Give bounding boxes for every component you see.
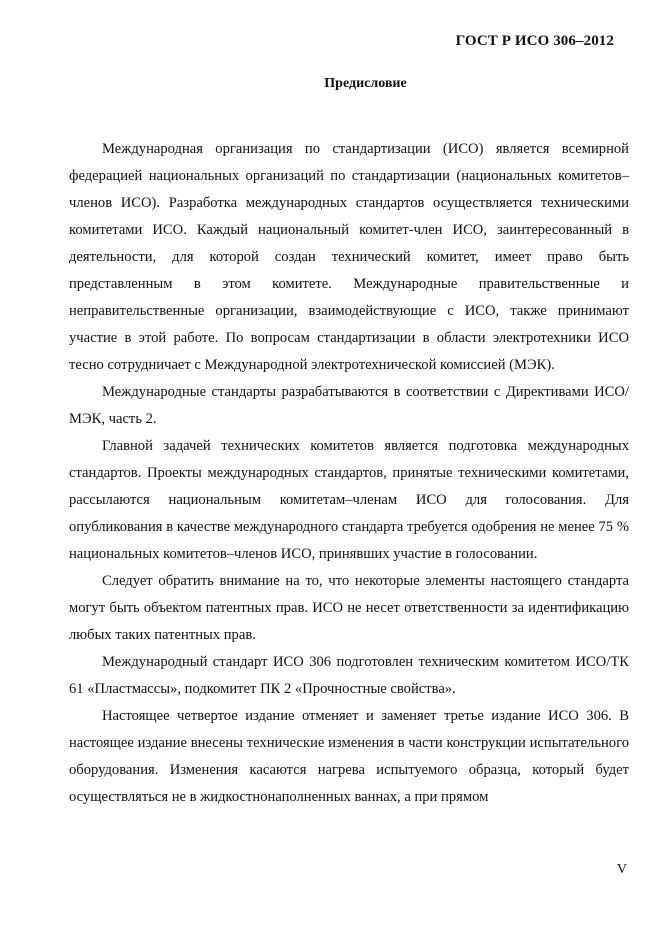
paragraph-prepared-by: Международный стандарт ИСО 306 подготовлен техническим комитетом ИСО/ТК 61 «Пластмассы», подкомитет ПК 2 «Прочностные свойства». [69,654,629,697]
paragraph-committees-task: Главной задачей технических комитетов является подготовка международных стандартов. Проекты международных стандартов, принятые техническими комитетами, рассылаются национальным комитетам–членам ИСО для голосования. Для опубликования в качестве международного стандарта требуется одобрения не менее 75 % национальных комитетов–членов ИСО, принявших участие в голосовании. [69,438,629,562]
paragraph-directives: Международные стандарты разрабатываются в соответствии с Директивами ИСО/МЭК, часть 2. [69,384,629,427]
paragraph-fourth-edition: Настоящее четвертое издание отменяет и заменяет третье издание ИСО 306. В настоящее издание внесены технические изменения в части конструкции испытательного оборудования. Изменения касаются нагрева испытуемого образца, который будет осуществляться не в жидкостнонаполненных ваннах, а при прямом [69,708,629,805]
paragraph-iso-organization: Международная организация по стандартизации (ИСО) является всемирной федерацией национальных организаций по стандартизации (национальных комитетов–членов ИСО). Разработка международных стандартов осуществляется техническими комитетами ИСО. Каждый национальный комитет-член ИСО, заинтересованный в деятельности, для которой создан технический комитет, имеет право быть представленным в этом комитете. Международные правительственные и неправительственные организации, взаимодействующие с ИСО, также принимают участие в этой работе. По вопросам стандартизации в области электротехники ИСО тесно сотрудничает с Международной электротехнической комиссией (МЭК). [69,141,629,373]
foreword-body [69,136,629,811]
page-number: V [616,862,627,877]
document-standard-code: ГОСТ Р ИСО 306–2012 [455,33,614,49]
paragraph-patent-rights: Следует обратить внимание на то, что некоторые элементы настоящего стандарта могут быть объектом патентных прав. ИСО не несет ответственности за идентификацию любых таких патентных прав. [69,573,629,643]
page-title: Предисловие [324,76,407,91]
